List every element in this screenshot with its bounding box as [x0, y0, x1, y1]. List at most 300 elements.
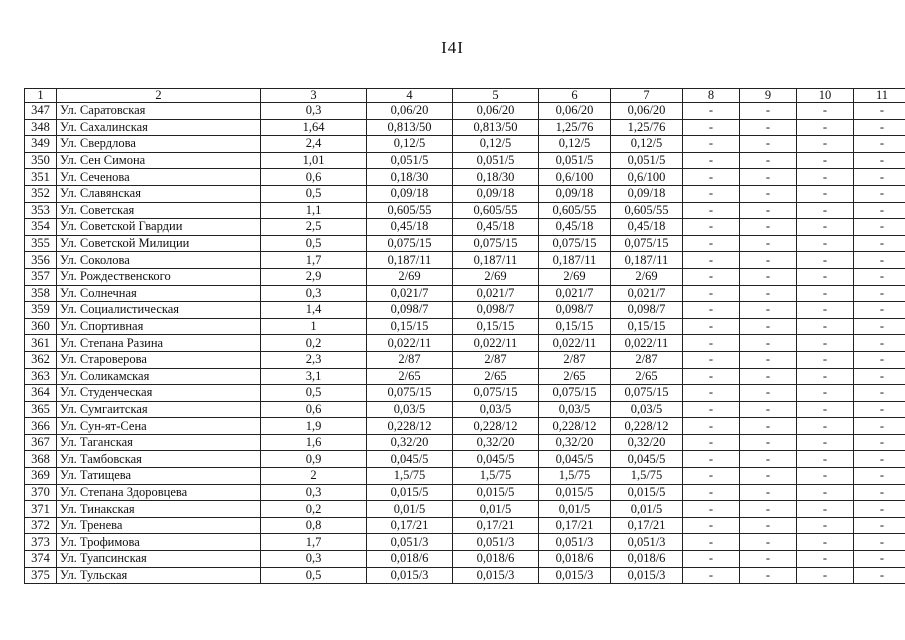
- col8-cell: -: [683, 517, 740, 534]
- col11-cell: -: [854, 335, 905, 352]
- col10-cell: -: [797, 418, 854, 435]
- col5-cell: 0,813/50: [453, 119, 539, 136]
- col10-cell: -: [797, 351, 854, 368]
- col11-cell: -: [854, 418, 905, 435]
- col7-cell: 0,03/5: [611, 401, 683, 418]
- col11-cell: -: [854, 302, 905, 319]
- col6-cell: 0,051/3: [539, 534, 611, 551]
- col8-cell: -: [683, 202, 740, 219]
- street-name-cell: Ул. Тинакская: [57, 501, 261, 518]
- row-number-cell: 361: [25, 335, 57, 352]
- table-row: [25, 185, 905, 202]
- table-row: [25, 385, 905, 402]
- col11-cell: -: [854, 268, 905, 285]
- col6-cell: 0,605/55: [539, 202, 611, 219]
- col7-cell: 1,5/75: [611, 468, 683, 485]
- street-name-cell: Ул. Соликамская: [57, 368, 261, 385]
- col11-cell: -: [854, 136, 905, 153]
- table-row: [25, 351, 905, 368]
- col7-cell: 0,075/15: [611, 385, 683, 402]
- street-name-cell: Ул. Сен Симона: [57, 152, 261, 169]
- col9-cell: -: [740, 103, 797, 120]
- length-cell: 0,5: [261, 185, 367, 202]
- col10-cell: -: [797, 468, 854, 485]
- col9-cell: -: [740, 501, 797, 518]
- row-number-cell: 374: [25, 551, 57, 568]
- street-name-cell: Ул. Тульская: [57, 567, 261, 584]
- col5-cell: 0,018/6: [453, 551, 539, 568]
- col9-cell: -: [740, 401, 797, 418]
- col10-cell: -: [797, 434, 854, 451]
- row-number-cell: 359: [25, 302, 57, 319]
- col5-cell: 0,015/5: [453, 484, 539, 501]
- col4-cell: 0,022/11: [367, 335, 453, 352]
- street-name-cell: Ул. Солнечная: [57, 285, 261, 302]
- table-row: [25, 517, 905, 534]
- col9-cell: -: [740, 235, 797, 252]
- col4-cell: 0,098/7: [367, 302, 453, 319]
- street-name-cell: Ул. Сеченова: [57, 169, 261, 186]
- row-number-cell: 375: [25, 567, 57, 584]
- col7-cell: 1,25/76: [611, 119, 683, 136]
- street-name-cell: Ул. Татищева: [57, 468, 261, 485]
- length-cell: 0,9: [261, 451, 367, 468]
- col8-cell: -: [683, 268, 740, 285]
- col8-cell: -: [683, 119, 740, 136]
- column-header: 3: [261, 89, 367, 103]
- col4-cell: 0,03/5: [367, 401, 453, 418]
- street-name-cell: Ул. Студенческая: [57, 385, 261, 402]
- col4-cell: 0,018/6: [367, 551, 453, 568]
- col10-cell: -: [797, 534, 854, 551]
- col4-cell: 0,12/5: [367, 136, 453, 153]
- street-name-cell: Ул. Тренева: [57, 517, 261, 534]
- col4-cell: 0,09/18: [367, 185, 453, 202]
- col6-cell: 1,5/75: [539, 468, 611, 485]
- col8-cell: -: [683, 468, 740, 485]
- col8-cell: -: [683, 235, 740, 252]
- col5-cell: 0,045/5: [453, 451, 539, 468]
- col11-cell: -: [854, 351, 905, 368]
- col5-cell: 0,051/3: [453, 534, 539, 551]
- col4-cell: 0,075/15: [367, 235, 453, 252]
- table-row: [25, 418, 905, 435]
- col9-cell: -: [740, 551, 797, 568]
- col6-cell: 2/87: [539, 351, 611, 368]
- length-cell: 1,6: [261, 434, 367, 451]
- col6-cell: 0,12/5: [539, 136, 611, 153]
- col10-cell: -: [797, 501, 854, 518]
- col7-cell: 0,01/5: [611, 501, 683, 518]
- row-number-cell: 348: [25, 119, 57, 136]
- row-number-cell: 356: [25, 252, 57, 269]
- col8-cell: -: [683, 484, 740, 501]
- col11-cell: -: [854, 152, 905, 169]
- col11-cell: -: [854, 235, 905, 252]
- table-row: [25, 335, 905, 352]
- col7-cell: 0,022/11: [611, 335, 683, 352]
- length-cell: 0,3: [261, 285, 367, 302]
- col11-cell: -: [854, 385, 905, 402]
- col6-cell: 0,098/7: [539, 302, 611, 319]
- length-cell: 0,5: [261, 385, 367, 402]
- street-name-cell: Ул. Тамбовская: [57, 451, 261, 468]
- col8-cell: -: [683, 302, 740, 319]
- col4-cell: 2/87: [367, 351, 453, 368]
- col10-cell: -: [797, 551, 854, 568]
- col9-cell: -: [740, 434, 797, 451]
- col6-cell: 0,022/11: [539, 335, 611, 352]
- table-row: [25, 202, 905, 219]
- col9-cell: -: [740, 451, 797, 468]
- length-cell: 2,4: [261, 136, 367, 153]
- col5-cell: 0,09/18: [453, 185, 539, 202]
- col9-cell: -: [740, 302, 797, 319]
- row-number-cell: 363: [25, 368, 57, 385]
- col11-cell: -: [854, 285, 905, 302]
- col9-cell: -: [740, 202, 797, 219]
- row-number-cell: 355: [25, 235, 57, 252]
- col4-cell: 1,5/75: [367, 468, 453, 485]
- row-number-cell: 347: [25, 103, 57, 120]
- col7-cell: 0,6/100: [611, 169, 683, 186]
- col7-cell: 0,187/11: [611, 252, 683, 269]
- row-number-cell: 367: [25, 434, 57, 451]
- col11-cell: -: [854, 185, 905, 202]
- col7-cell: 0,015/5: [611, 484, 683, 501]
- col6-cell: 0,075/15: [539, 235, 611, 252]
- col4-cell: 0,18/30: [367, 169, 453, 186]
- street-name-cell: Ул. Таганская: [57, 434, 261, 451]
- col9-cell: -: [740, 368, 797, 385]
- col6-cell: 0,06/20: [539, 103, 611, 120]
- column-header: 9: [740, 89, 797, 103]
- col6-cell: 0,187/11: [539, 252, 611, 269]
- col10-cell: -: [797, 119, 854, 136]
- street-name-cell: Ул. Староверова: [57, 351, 261, 368]
- column-header: 2: [57, 89, 261, 103]
- col11-cell: -: [854, 551, 905, 568]
- col10-cell: -: [797, 219, 854, 236]
- col5-cell: 0,228/12: [453, 418, 539, 435]
- row-number-cell: 351: [25, 169, 57, 186]
- col10-cell: -: [797, 152, 854, 169]
- col4-cell: 0,051/3: [367, 534, 453, 551]
- col6-cell: 0,15/15: [539, 318, 611, 335]
- col5-cell: 0,06/20: [453, 103, 539, 120]
- col9-cell: -: [740, 119, 797, 136]
- col5-cell: 0,15/15: [453, 318, 539, 335]
- col6-cell: 0,01/5: [539, 501, 611, 518]
- table-row: [25, 501, 905, 518]
- col5-cell: 1,5/75: [453, 468, 539, 485]
- col8-cell: -: [683, 451, 740, 468]
- col7-cell: 0,09/18: [611, 185, 683, 202]
- col4-cell: 0,06/20: [367, 103, 453, 120]
- col8-cell: -: [683, 418, 740, 435]
- col9-cell: -: [740, 318, 797, 335]
- col5-cell: 0,021/7: [453, 285, 539, 302]
- street-name-cell: Ул. Рождественского: [57, 268, 261, 285]
- col4-cell: 0,015/3: [367, 567, 453, 584]
- col5-cell: 0,051/5: [453, 152, 539, 169]
- col9-cell: -: [740, 152, 797, 169]
- col7-cell: 0,045/5: [611, 451, 683, 468]
- col5-cell: 2/87: [453, 351, 539, 368]
- col4-cell: 0,32/20: [367, 434, 453, 451]
- col4-cell: 0,813/50: [367, 119, 453, 136]
- col7-cell: 0,051/5: [611, 152, 683, 169]
- street-name-cell: Ул. Социалистическая: [57, 302, 261, 319]
- col11-cell: -: [854, 119, 905, 136]
- col6-cell: 0,03/5: [539, 401, 611, 418]
- row-number-cell: 364: [25, 385, 57, 402]
- length-cell: 2: [261, 468, 367, 485]
- col7-cell: 0,45/18: [611, 219, 683, 236]
- row-number-cell: 357: [25, 268, 57, 285]
- col6-cell: 0,6/100: [539, 169, 611, 186]
- row-number-cell: 352: [25, 185, 57, 202]
- col10-cell: -: [797, 318, 854, 335]
- col10-cell: -: [797, 136, 854, 153]
- col6-cell: 2/69: [539, 268, 611, 285]
- col6-cell: 0,45/18: [539, 219, 611, 236]
- street-name-cell: Ул. Советская: [57, 202, 261, 219]
- col10-cell: -: [797, 185, 854, 202]
- col4-cell: 0,187/11: [367, 252, 453, 269]
- col7-cell: 0,17/21: [611, 517, 683, 534]
- col8-cell: -: [683, 169, 740, 186]
- col8-cell: -: [683, 368, 740, 385]
- col9-cell: -: [740, 534, 797, 551]
- length-cell: 0,3: [261, 103, 367, 120]
- length-cell: 1,9: [261, 418, 367, 435]
- col10-cell: -: [797, 285, 854, 302]
- col5-cell: 0,015/3: [453, 567, 539, 584]
- col10-cell: -: [797, 401, 854, 418]
- street-name-cell: Ул. Советской Милиции: [57, 235, 261, 252]
- table-row: [25, 152, 905, 169]
- col10-cell: -: [797, 567, 854, 584]
- column-header: 8: [683, 89, 740, 103]
- row-number-cell: 371: [25, 501, 57, 518]
- col4-cell: 0,075/15: [367, 385, 453, 402]
- length-cell: 0,5: [261, 235, 367, 252]
- length-cell: 1,1: [261, 202, 367, 219]
- col8-cell: -: [683, 401, 740, 418]
- length-cell: 0,3: [261, 484, 367, 501]
- col10-cell: -: [797, 202, 854, 219]
- table-row: [25, 302, 905, 319]
- column-header: 1: [25, 89, 57, 103]
- col7-cell: 2/87: [611, 351, 683, 368]
- col5-cell: 0,605/55: [453, 202, 539, 219]
- col8-cell: -: [683, 136, 740, 153]
- col11-cell: -: [854, 202, 905, 219]
- street-name-cell: Ул. Свердлова: [57, 136, 261, 153]
- row-number-cell: 373: [25, 534, 57, 551]
- col5-cell: 0,03/5: [453, 401, 539, 418]
- col6-cell: 0,051/5: [539, 152, 611, 169]
- col11-cell: -: [854, 501, 905, 518]
- row-number-cell: 366: [25, 418, 57, 435]
- col10-cell: -: [797, 451, 854, 468]
- street-name-cell: Ул. Сахалинская: [57, 119, 261, 136]
- col4-cell: 2/69: [367, 268, 453, 285]
- length-cell: 0,6: [261, 169, 367, 186]
- col4-cell: 0,605/55: [367, 202, 453, 219]
- col4-cell: 2/65: [367, 368, 453, 385]
- row-number-cell: 368: [25, 451, 57, 468]
- length-cell: 3,1: [261, 368, 367, 385]
- street-name-cell: Ул. Советской Гвардии: [57, 219, 261, 236]
- street-name-cell: Ул. Соколова: [57, 252, 261, 269]
- col10-cell: -: [797, 484, 854, 501]
- table-row: [25, 119, 905, 136]
- col7-cell: 0,605/55: [611, 202, 683, 219]
- col11-cell: -: [854, 318, 905, 335]
- col9-cell: -: [740, 567, 797, 584]
- col6-cell: 0,018/6: [539, 551, 611, 568]
- col6-cell: 0,015/5: [539, 484, 611, 501]
- col8-cell: -: [683, 434, 740, 451]
- table-row: [25, 268, 905, 285]
- col8-cell: -: [683, 318, 740, 335]
- streets-table: [24, 88, 905, 584]
- col8-cell: -: [683, 219, 740, 236]
- col4-cell: 0,021/7: [367, 285, 453, 302]
- col11-cell: -: [854, 451, 905, 468]
- length-cell: 1,7: [261, 252, 367, 269]
- col9-cell: -: [740, 385, 797, 402]
- row-number-cell: 360: [25, 318, 57, 335]
- col8-cell: -: [683, 252, 740, 269]
- col5-cell: 0,32/20: [453, 434, 539, 451]
- table-row: [25, 235, 905, 252]
- table-row: [25, 368, 905, 385]
- row-number-cell: 372: [25, 517, 57, 534]
- col5-cell: 0,187/11: [453, 252, 539, 269]
- col8-cell: -: [683, 152, 740, 169]
- table-row: [25, 318, 905, 335]
- col8-cell: -: [683, 285, 740, 302]
- col8-cell: -: [683, 551, 740, 568]
- col10-cell: -: [797, 368, 854, 385]
- table-body: [25, 103, 905, 584]
- column-header: 5: [453, 89, 539, 103]
- col9-cell: -: [740, 285, 797, 302]
- col10-cell: -: [797, 335, 854, 352]
- column-header: 10: [797, 89, 854, 103]
- table-row: [25, 103, 905, 120]
- col5-cell: 0,45/18: [453, 219, 539, 236]
- col4-cell: 0,15/15: [367, 318, 453, 335]
- col9-cell: -: [740, 351, 797, 368]
- street-name-cell: Ул. Сумгаитская: [57, 401, 261, 418]
- length-cell: 1,64: [261, 119, 367, 136]
- col7-cell: 0,06/20: [611, 103, 683, 120]
- col9-cell: -: [740, 136, 797, 153]
- col7-cell: 0,15/15: [611, 318, 683, 335]
- col8-cell: -: [683, 351, 740, 368]
- table-row: [25, 434, 905, 451]
- row-number-cell: 358: [25, 285, 57, 302]
- col6-cell: 2/65: [539, 368, 611, 385]
- col4-cell: 0,045/5: [367, 451, 453, 468]
- col10-cell: -: [797, 235, 854, 252]
- col5-cell: 0,098/7: [453, 302, 539, 319]
- col10-cell: -: [797, 103, 854, 120]
- row-number-cell: 370: [25, 484, 57, 501]
- column-header: 4: [367, 89, 453, 103]
- col11-cell: -: [854, 368, 905, 385]
- row-number-cell: 369: [25, 468, 57, 485]
- length-cell: 1,7: [261, 534, 367, 551]
- col7-cell: 0,098/7: [611, 302, 683, 319]
- column-header: 6: [539, 89, 611, 103]
- col11-cell: -: [854, 103, 905, 120]
- col11-cell: -: [854, 252, 905, 269]
- col4-cell: 0,015/5: [367, 484, 453, 501]
- col6-cell: 0,228/12: [539, 418, 611, 435]
- col8-cell: -: [683, 567, 740, 584]
- table-row: [25, 551, 905, 568]
- street-name-cell: Ул. Туапсинская: [57, 551, 261, 568]
- street-name-cell: Ул. Степана Разина: [57, 335, 261, 352]
- col7-cell: 2/65: [611, 368, 683, 385]
- table-header-row: [25, 89, 905, 103]
- col9-cell: -: [740, 252, 797, 269]
- street-name-cell: Ул. Сун-ят-Сена: [57, 418, 261, 435]
- table-row: [25, 169, 905, 186]
- col11-cell: -: [854, 219, 905, 236]
- col6-cell: 0,09/18: [539, 185, 611, 202]
- col4-cell: 0,45/18: [367, 219, 453, 236]
- col7-cell: 0,021/7: [611, 285, 683, 302]
- col6-cell: 1,25/76: [539, 119, 611, 136]
- col11-cell: -: [854, 468, 905, 485]
- col11-cell: -: [854, 517, 905, 534]
- col6-cell: 0,075/15: [539, 385, 611, 402]
- table-row: [25, 401, 905, 418]
- col11-cell: -: [854, 401, 905, 418]
- col6-cell: 0,021/7: [539, 285, 611, 302]
- col8-cell: -: [683, 501, 740, 518]
- col8-cell: -: [683, 335, 740, 352]
- col10-cell: -: [797, 252, 854, 269]
- col8-cell: -: [683, 185, 740, 202]
- col4-cell: 0,17/21: [367, 517, 453, 534]
- col7-cell: 2/69: [611, 268, 683, 285]
- col9-cell: -: [740, 468, 797, 485]
- table-row: [25, 136, 905, 153]
- table-row: [25, 567, 905, 584]
- col11-cell: -: [854, 567, 905, 584]
- length-cell: 0,6: [261, 401, 367, 418]
- column-header: 11: [854, 89, 905, 103]
- col10-cell: -: [797, 169, 854, 186]
- length-cell: 0,8: [261, 517, 367, 534]
- street-name-cell: Ул. Саратовская: [57, 103, 261, 120]
- col9-cell: -: [740, 335, 797, 352]
- col10-cell: -: [797, 268, 854, 285]
- street-name-cell: Ул. Спортивная: [57, 318, 261, 335]
- col8-cell: -: [683, 103, 740, 120]
- col5-cell: 2/69: [453, 268, 539, 285]
- col7-cell: 0,051/3: [611, 534, 683, 551]
- col9-cell: -: [740, 484, 797, 501]
- length-cell: 0,3: [261, 551, 367, 568]
